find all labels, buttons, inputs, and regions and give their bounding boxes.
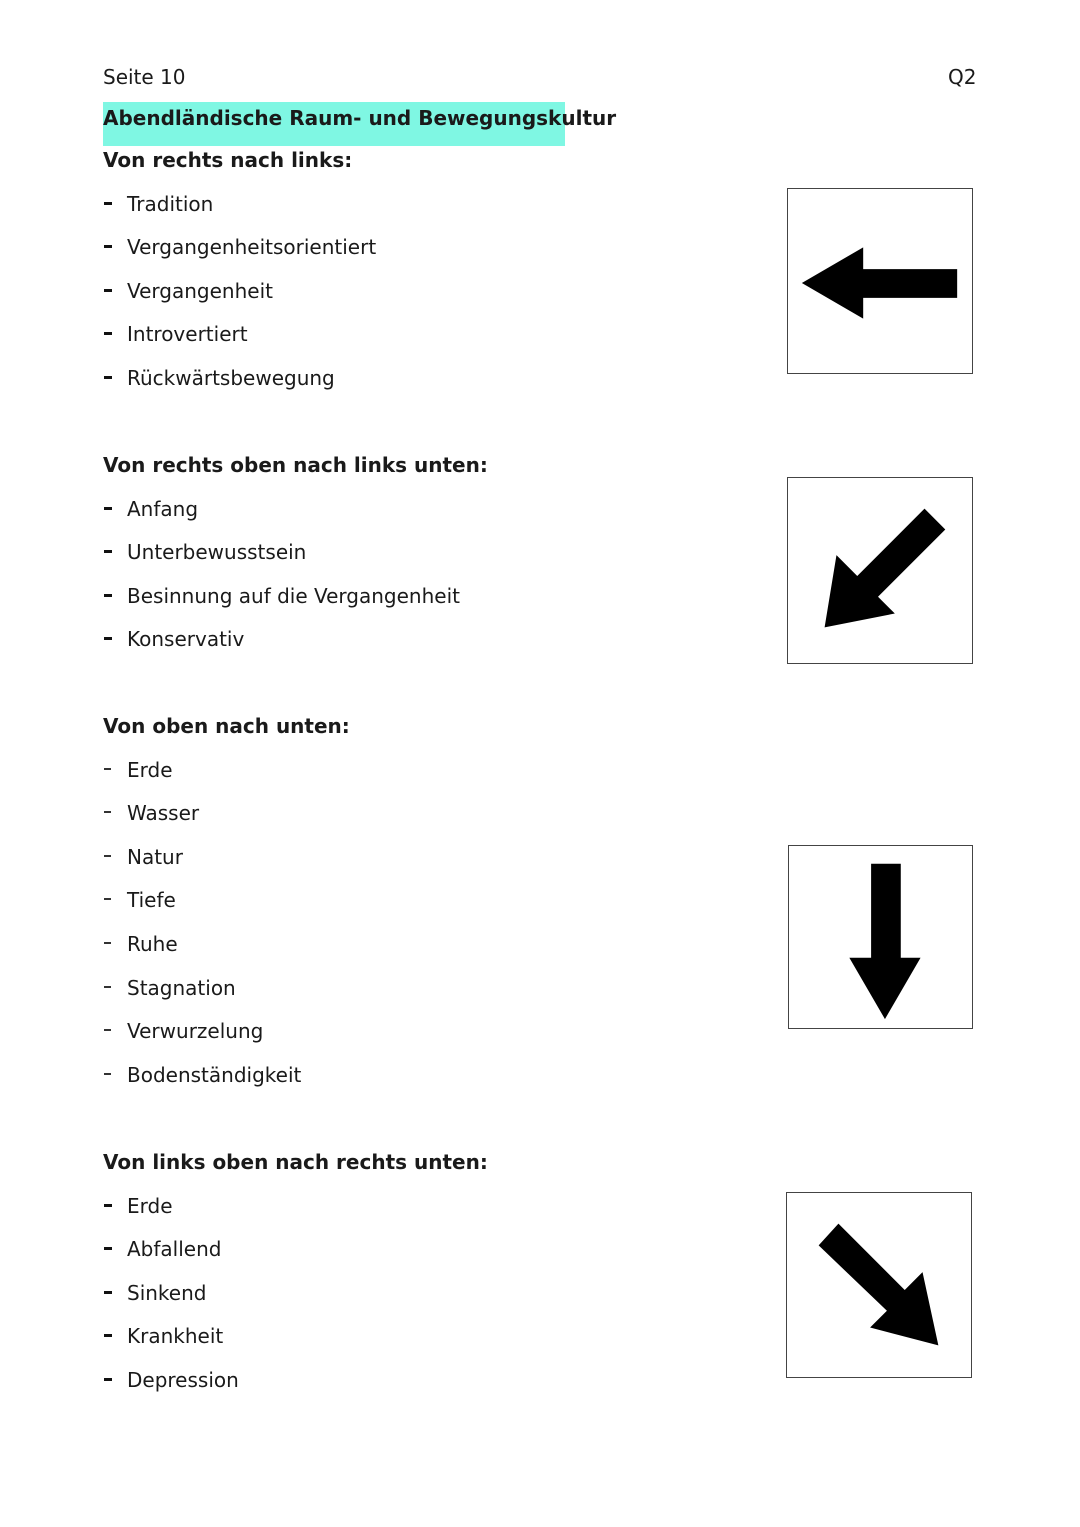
list-item: Vergangenheit	[103, 278, 376, 322]
course-label: Q2	[948, 65, 977, 89]
list-item: Introvertiert	[103, 321, 376, 365]
section-heading: Von rechts oben nach links unten:	[103, 453, 488, 477]
arrow-left-icon	[788, 189, 972, 373]
page-title: Abendländische Raum- und Bewegungskultur	[103, 102, 565, 146]
list-item: Erde	[103, 757, 350, 801]
arrow-left-box	[787, 188, 973, 374]
arrow-down-right-icon	[787, 1193, 971, 1377]
arrow-down-right-box	[786, 1192, 972, 1378]
list-item: Unterbewusstsein	[103, 539, 488, 583]
arrow-down-box	[788, 845, 973, 1029]
section-top-left-to-bottom-right	[103, 1149, 488, 1411]
item-list	[103, 757, 350, 1106]
item-list	[103, 1193, 488, 1411]
arrow-down-left-box	[787, 477, 973, 664]
list-item: Erde	[103, 1193, 488, 1237]
item-list	[103, 496, 488, 670]
section-top-right-to-bottom-left	[103, 452, 488, 670]
list-item: Depression	[103, 1367, 488, 1411]
list-item: Stagnation	[103, 975, 350, 1019]
list-item: Natur	[103, 844, 350, 888]
list-item: Tradition	[103, 191, 376, 235]
list-item: Sinkend	[103, 1280, 488, 1324]
list-item: Wasser	[103, 800, 350, 844]
list-item: Verwurzelung	[103, 1018, 350, 1062]
list-item: Anfang	[103, 496, 488, 540]
list-item: Besinnung auf die Vergangenheit	[103, 583, 488, 627]
list-item: Konservativ	[103, 626, 488, 670]
list-item: Rückwärtsbewegung	[103, 365, 376, 409]
arrow-down-icon	[789, 846, 972, 1028]
list-item: Ruhe	[103, 931, 350, 975]
section-heading: Von oben nach unten:	[103, 714, 350, 738]
arrow-down-left-icon	[788, 478, 972, 663]
page-number: Seite 10	[103, 65, 186, 89]
section-top-to-bottom	[103, 713, 350, 1105]
section-heading: Von rechts nach links:	[103, 148, 353, 172]
list-item: Krankheit	[103, 1323, 488, 1367]
list-item: Vergangenheitsorientiert	[103, 234, 376, 278]
section-right-to-left	[103, 147, 376, 409]
list-item: Tiefe	[103, 887, 350, 931]
list-item: Abfallend	[103, 1236, 488, 1280]
section-heading: Von links oben nach rechts unten:	[103, 1150, 488, 1174]
list-item: Bodenständigkeit	[103, 1062, 350, 1106]
item-list	[103, 191, 376, 409]
